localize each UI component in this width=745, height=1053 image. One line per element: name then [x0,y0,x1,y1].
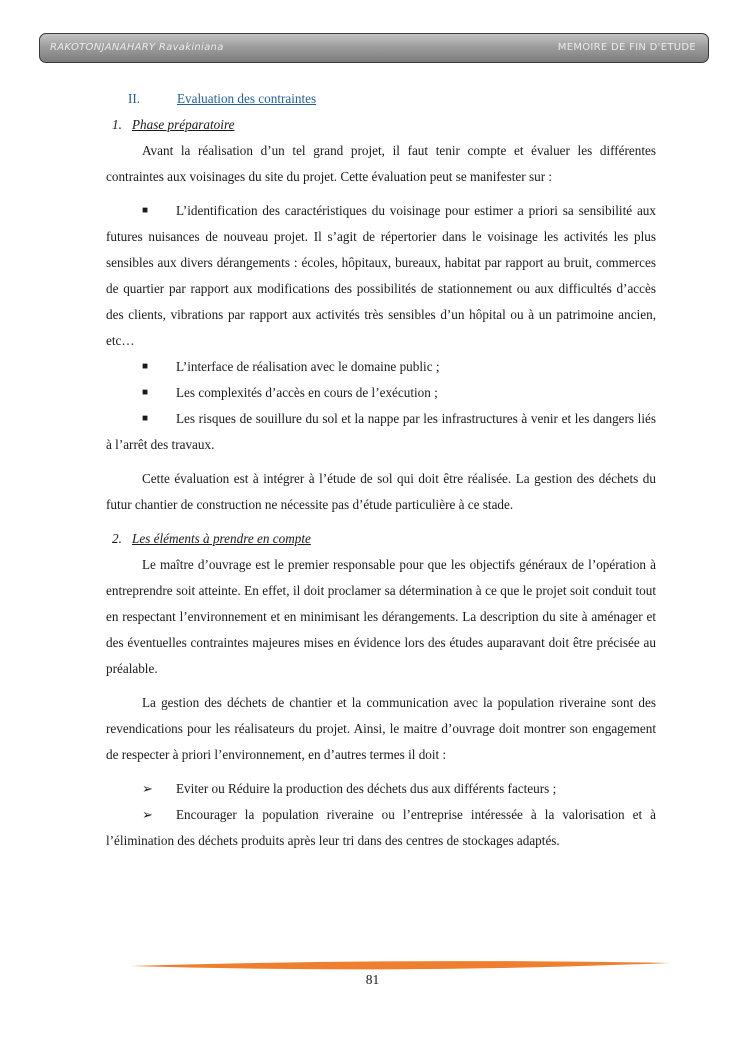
square-bullet-icon: ■ [142,361,149,372]
subsection-heading-2 [112,526,656,552]
list-item: ■ L’identification des caractéristiques du voisinage pour estimer a priori sa sensibilité aux futures nuisances de nouveau projet. Il s’agit de répertorier dans le voisinage les activités les plus sensibles aux divers dérangements : écoles, hôpitaux, bureaux, habitat par rapport au bruit, commerces de quartier par rapport aux modifications des possibilités de stationnement ou aux difficultés d’accès des clients, vibrations par rapport aux activités très sensibles d’un hôpital ou à un patrimoine ancien, etc… [106,198,656,354]
list-item: ➢ Eviter ou Réduire la production des déchets dus aux différents facteurs ; [106,776,656,802]
paragraph-waste: La gestion des déchets de chantier et la communication avec la population riveraine sont des revendications pour les réalisateurs du projet. Ainsi, le maitre d’ouvrage doit montrer son engagement de respecter à priori l’environnement, en d’autres termes il doit : [106,695,656,762]
square-bullet-icon: ■ [142,387,149,398]
list-item: ■ Les risques de souillure du sol et la nappe par les infrastructures à venir et les dangers liés à l’arrêt des travaux. [106,406,656,458]
subsection-number: 2. [112,531,122,546]
arrow-bullet-icon: ➢ [142,807,153,822]
list-item: ■ L’interface de réalisation avec le domaine public ; [106,354,656,380]
paragraph-owner: Le maître d’ouvrage est le premier responsable pour que les objectifs généraux de l’opération à entreprendre soit atteinte. En effet, il doit proclamer sa détermination à ce que le projet soit conduit tout en respectant l’environnement et en minimisant les dérangements. La description du site à aménager et des éventuelles contraintes majeures mises en évidence lors des études auparavant doit être précisée au préalable. [106,557,656,676]
list-item: ■ Les complexités d’accès en cours de l’exécution ; [106,380,656,406]
square-bullet-icon: ■ [142,205,149,216]
subsection-heading-1 [112,112,656,138]
page-body [106,86,656,854]
section-number: II. [128,91,141,106]
subsection-number: 1. [112,117,122,132]
header-document-type: MEMOIRE DE FIN D'ETUDE [557,42,696,53]
page-number: 81 [365,972,380,987]
arrow-bullet-icon: ➢ [142,781,153,796]
header-author: RAKOTONJANAHARY Ravakiniana [50,42,224,53]
section-heading [128,86,656,112]
square-bullet-icon: ■ [142,413,149,424]
paragraph-closing: Cette évaluation est à intégrer à l’étude de sol qui doit être réalisée. La gestion des déchets du futur chantier de construction ne nécessite pas d’étude particulière à ce stade. [106,471,656,512]
section-title: Evaluation des contraintes [177,91,317,106]
page-header [39,33,709,63]
subsection-title: Les éléments à prendre en compte [132,531,311,546]
paragraph-intro: Avant la réalisation d’un tel grand projet, il faut tenir compte et évaluer les différentes contraintes aux voisinages du site du projet. Cette évaluation peut se manifester sur : [106,143,656,184]
list-item: ➢ Encourager la population riveraine ou l’entreprise intéressée à la valorisation et à l’élimination des déchets produits après leur tri dans des centres de stockages adaptés. [106,802,656,854]
subsection-title: Phase préparatoire [132,117,235,132]
